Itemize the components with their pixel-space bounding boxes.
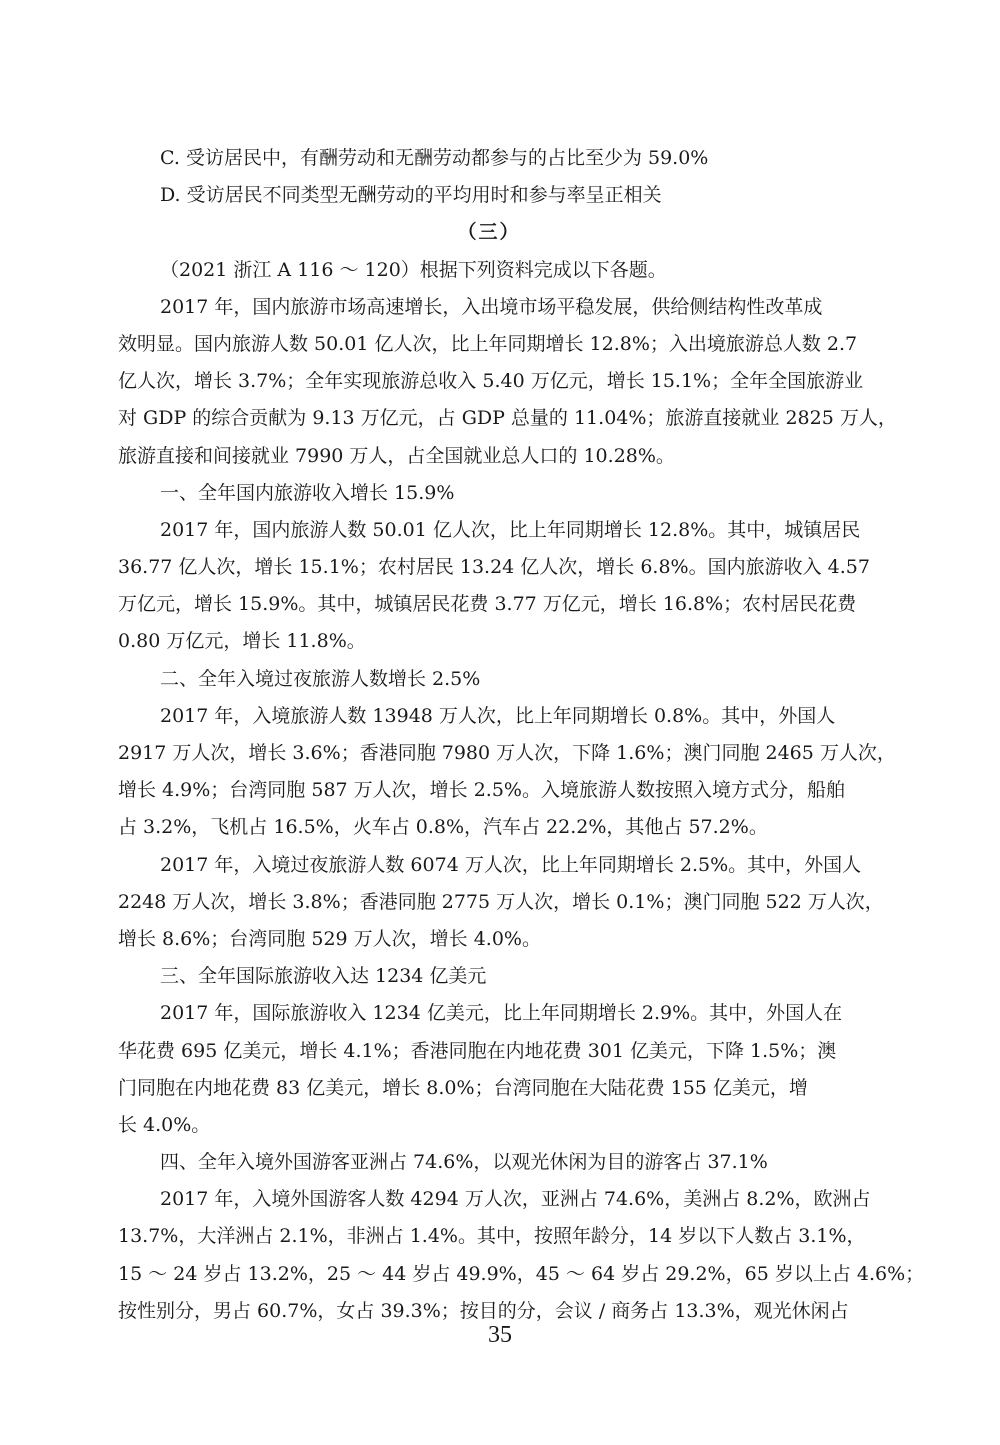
- paragraph-line: 门同胞在内地花费 83 亿美元，增长 8.0%；台湾同胞在大陆花费 155 亿美元，增: [118, 1076, 808, 1099]
- subheading-one: 一、全年国内旅游收入增长 15.9%: [160, 481, 455, 504]
- paragraph-line: 15 ～ 24 岁占 13.2%，25 ～ 44 岁占 49.9%，45 ～ 64 岁占 29.2%，65 岁以上占 4.6%；: [118, 1262, 925, 1285]
- page-number: 35: [488, 1322, 512, 1348]
- paragraph-line: 增长 8.6%；台湾同胞 529 万人次，增长 4.0%。: [118, 927, 541, 950]
- paragraph-line: 旅游直接和间接就业 7990 万人，占全国就业总人口的 10.28%。: [118, 444, 675, 467]
- paragraph-line: 0.80 万亿元，增长 11.8%。: [118, 630, 366, 653]
- paragraph-line: 按性别分，男占 60.7%，女占 39.3%；按目的分，会议 / 商务占 13.3%，观光休闲占: [118, 1299, 849, 1322]
- paragraph-line: 效明显。国内旅游人数 50.01 亿人次，比上年同期增长 12.8%；入出境旅游总人数 2.7: [118, 332, 858, 355]
- paragraph-line: 2017 年，入境外国游客人数 4294 万人次，亚洲占 74.6%，美洲占 8.2%，欧洲占: [160, 1188, 871, 1211]
- paragraph-line: 2017 年，入境过夜旅游人数 6074 万人次，比上年同期增长 2.5%。其中，外国人: [160, 853, 862, 876]
- paragraph-line: 亿人次，增长 3.7%；全年实现旅游总收入 5.40 万亿元，增长 15.1%；全年全国旅游业: [118, 370, 864, 393]
- subheading-three: 三、全年国际旅游收入达 1234 亿美元: [160, 965, 487, 988]
- subheading-four: 四、全年入境外国游客亚洲占 74.6%，以观光休闲为目的游客占 37.1%: [160, 1151, 768, 1174]
- document-body: [118, 140, 925, 1330]
- paragraph-line: 2017 年，国内旅游市场高速增长，入出境市场平稳发展，供给侧结构性改革成: [160, 295, 823, 318]
- paragraph-line: 13.7%，大洋洲占 2.1%，非洲占 1.4%。其中，按照年龄分，14 岁以下人数占 3.1%，: [118, 1225, 866, 1248]
- paragraph-line: 36.77 亿人次，增长 15.1%；农村居民 13.24 亿人次，增长 6.8%。国内旅游收入 4.57: [118, 556, 870, 579]
- paragraph-line: 2248 万人次，增长 3.8%；香港同胞 2775 万人次，增长 0.1%；澳门同胞 522 万人次，: [118, 890, 884, 913]
- paragraph-line: 华花费 695 亿美元，增长 4.1%；香港同胞在内地花费 301 亿美元，下降 1.5%；澳: [118, 1039, 837, 1062]
- paragraph-line: 增长 4.9%；台湾同胞 587 万人次，增长 2.5%。入境旅游人数按照入境方式分，船舶: [118, 779, 845, 802]
- subheading-two: 二、全年入境过夜旅游人数增长 2.5%: [160, 667, 481, 690]
- paragraph-line: 占 3.2%，飞机占 16.5%，火车占 0.8%，汽车占 22.2%，其他占 57.2%。: [118, 816, 768, 839]
- section-heading-three: （三）: [457, 221, 521, 244]
- paragraph-line: 2917 万人次，增长 3.6%；香港同胞 7980 万人次，下降 1.6%；澳门同胞 2465 万人次，: [118, 742, 896, 764]
- option-c: C. 受访居民中，有酬劳动和无酬劳动都参与的占比至少为 59.0%: [160, 147, 709, 169]
- paragraph-line: 2017 年，入境旅游人数 13948 万人次，比上年同期增长 0.8%。其中，外国人: [160, 704, 836, 727]
- option-d: D. 受访居民不同类型无酬劳动的平均用时和参与率呈正相关: [160, 184, 662, 207]
- paragraph-line: 万亿元，增长 15.9%。其中，城镇居民花费 3.77 万亿元，增长 16.8%；农村居民花费: [118, 593, 857, 616]
- paragraph-line: 长 4.0%。: [118, 1113, 211, 1136]
- paragraph-line: 对 GDP 的综合贡献为 9.13 万亿元，占 GDP 总量的 11.04%；旅游直接就业 2825 万人，: [118, 407, 897, 430]
- paragraph-line: 2017 年，国际旅游收入 1234 亿美元，比上年同期增长 2.9%。其中，外国人在: [160, 1002, 843, 1025]
- paragraph-line: 2017 年，国内旅游人数 50.01 亿人次，比上年同期增长 12.8%。其中，城镇居民: [160, 518, 861, 541]
- question-source-intro: （2021 浙江 A 116 ～ 120）根据下列资料完成以下各题。: [160, 258, 667, 281]
